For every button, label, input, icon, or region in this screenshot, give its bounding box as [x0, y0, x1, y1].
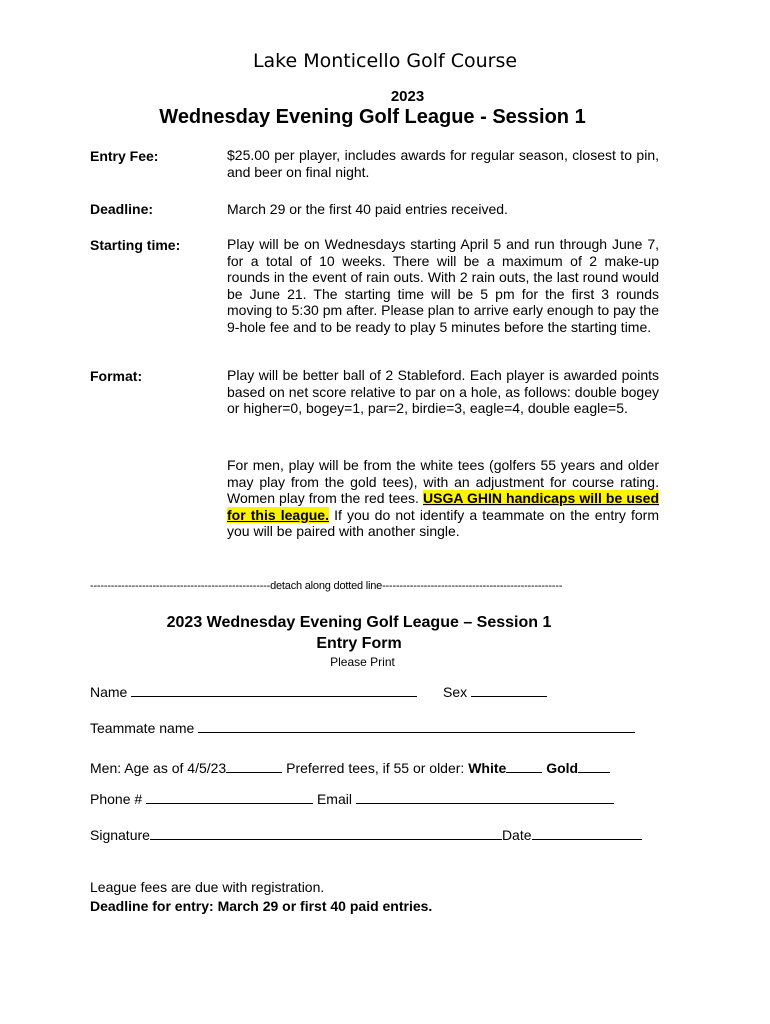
starting-time-text: Play will be on Wednesdays starting April 5 and run through June 7, for a total of 10 weeks. There will be a maximum of 2 make-up rounds in the event of rain outs. With 2 rain outs, the last round would be June 21. The starting time will be 5 pm for the first 3 rounds moving to 5:30 pm after. Please plan to arrive early enough to pay the 9-hole fee and to be ready to play 5 minutes before the starting time. — [227, 236, 659, 335]
date-label: Date — [501, 827, 532, 843]
name-field[interactable] — [131, 683, 417, 697]
sex-field[interactable] — [471, 683, 547, 697]
signature-label: Signature — [90, 827, 150, 843]
tees-label: Preferred tees, if 55 or older: — [286, 760, 465, 776]
age-tees-row — [90, 759, 610, 776]
tee-gold-field[interactable] — [578, 759, 610, 773]
teammate-field[interactable] — [198, 719, 635, 733]
signature-row — [90, 826, 642, 843]
deadline-text: March 29 or the first 40 paid entries received. — [227, 201, 508, 217]
format-text-2-before: For men, play will be from the white tees (golfers 55 years and older may play from the gold tees), with an adjustment for course rating. Women play from the red tees. — [227, 457, 659, 506]
detach-line: ----------------------------------------------------detach along dotted line---------------------------------------------------- — [90, 580, 563, 592]
email-field[interactable] — [356, 790, 614, 804]
entry-fee-text: $25.00 per player, includes awards for regular season, closest to pin, and beer on final night. — [227, 147, 659, 180]
format-label: Format: — [90, 368, 143, 384]
entry-form-title — [0, 612, 718, 654]
tee-white-label: White — [468, 760, 507, 776]
age-label: Men: Age as of 4/5/23 — [90, 760, 227, 776]
signature-field[interactable] — [150, 826, 502, 840]
teammate-label: Teammate name — [90, 720, 195, 736]
print-instruction: Please Print — [330, 655, 395, 669]
phone-label: Phone # — [90, 791, 143, 807]
deadline-label: Deadline: — [90, 201, 154, 217]
entry-form-title-line1: 2023 Wednesday Evening Golf League – Session 1 — [166, 614, 552, 631]
phone-field[interactable] — [146, 790, 313, 804]
age-field[interactable] — [226, 759, 282, 773]
format-text-2-after: If you do not identify a teammate on the entry form you will be paired with another single. — [227, 506, 660, 539]
tee-gold-label: Gold — [546, 760, 579, 776]
name-row — [90, 683, 547, 700]
teammate-row — [90, 719, 635, 736]
sex-label: Sex — [443, 684, 468, 700]
fees-note: League fees are due with registration. — [90, 879, 325, 895]
name-label: Name — [90, 684, 128, 700]
email-label: Email — [316, 791, 352, 807]
date-field[interactable] — [532, 826, 642, 840]
year-heading: 2023 — [390, 88, 425, 105]
tee-white-field[interactable] — [506, 759, 542, 773]
entry-form-title-line2: Entry Form — [316, 635, 402, 652]
ghin-highlight: USGA GHIN handicaps will be used for this league. — [227, 490, 659, 523]
format-text-2 — [227, 457, 659, 540]
page-title: Wednesday Evening Golf League - Session 1 — [159, 106, 586, 128]
entry-fee-label: Entry Fee: — [90, 148, 159, 164]
format-text-1: Play will be better ball of 2 Stableford. Each player is awarded points based on net score relative to par on a hole, as follows: double bogey or higher=0, bogey=1, par=2, birdie=3, eagle=4, double eagle=5. — [227, 367, 659, 416]
contact-row — [90, 790, 614, 807]
starting-time-label: Starting time: — [90, 237, 181, 253]
course-name: Lake Monticello Golf Course — [252, 50, 518, 72]
deadline-note: Deadline for entry: March 29 or first 40 paid entries. — [90, 898, 433, 914]
